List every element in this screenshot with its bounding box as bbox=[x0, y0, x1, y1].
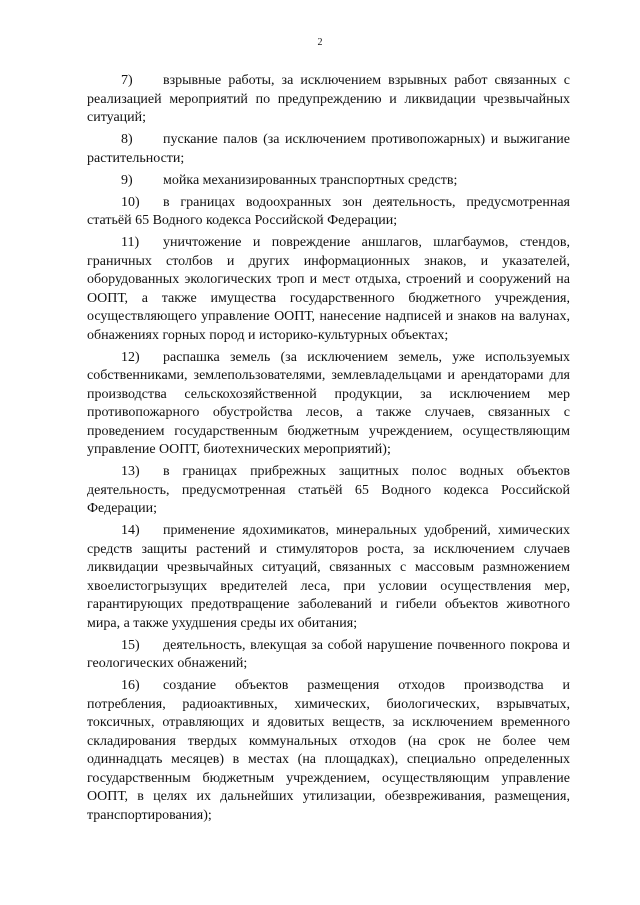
item-text: создание объектов размещения отходов производства и потребления, радиоактивных, химических, биологических, взрывчатых, токсичных, отравляющих и ядовитых веществ, за исключением временного складирования твердых коммунальных отходов (на срок не более чем одиннадцать месяцев) в местах (на площадках), специально определенных государственным бюджетным учреждением, осуществляющим управление ООПТ, в целях их дальнейших утилизации, обезвреживания, размещения, транспортирования); bbox=[87, 678, 570, 823]
list-item-11 bbox=[87, 234, 570, 345]
item-number: 16) bbox=[121, 678, 140, 693]
item-number: 12) bbox=[121, 349, 140, 365]
item-text: распашка земель (за исключением земель, уже используемых собственниками, землепользователями, землевладельцами и арендаторами для производства сельскохозяйственной продукции, за исключением мер противопожарного обустройства лесов, а также случаев, связанных с проведением государственным бюджетным учреждением, осуществляющим управление ООПТ, биотехнических мероприятий); bbox=[87, 349, 570, 457]
item-number: 13) bbox=[121, 464, 140, 479]
list-item-15 bbox=[87, 637, 570, 674]
list-item-12 bbox=[87, 349, 570, 460]
item-number: 10) bbox=[121, 194, 140, 210]
list-item-9 bbox=[87, 172, 570, 191]
item-number: 15) bbox=[121, 637, 140, 653]
item-number: 14) bbox=[121, 523, 140, 538]
item-text: уничтожение и повреждение аншлагов, шлагбаумов, стендов, граничных столбов и других информационных знаков, и указателей, оборудованных экологических троп и мест отдыха, строений и сооружений на ООПТ, а также имущества государственного бюджетного учреждения, осуществляющего управление ООПТ, нанесение надписей и знаков на валунах, обнажениях горных пород и историко-культурных объектах; bbox=[87, 235, 570, 343]
item-number: 9) bbox=[121, 172, 133, 188]
item-text: деятельность, влекущая за собой нарушение почвенного покрова и геологических обнажений; bbox=[87, 637, 570, 671]
item-text: применение ядохимикатов, минеральных удобрений, химических средств защиты растений и стимуляторов роста, за исключением случаев ликвидации чрезвычайных ситуаций, связанных с массовым размножением хвоелистогрызущих вредителей леса, при условии осуществления мер, гарантирующих предотвращение заболеваний и гибели объектов животного мира, а также ухудшения среды их обитания; bbox=[87, 523, 570, 631]
item-number: 8) bbox=[121, 132, 133, 147]
item-number: 11) bbox=[121, 235, 140, 250]
page-number: 2 bbox=[317, 37, 323, 48]
item-text: в границах прибрежных защитных полос водных объектов деятельность, предусмотренная статьёй 65 Водного кодекса Российской Федерации; bbox=[87, 464, 570, 516]
list-item-13 bbox=[87, 463, 570, 519]
item-text: взрывные работы, за исключением взрывных работ связанных с реализацией мероприятий по предупреждению и ликвидации чрезвычайных ситуаций; bbox=[87, 73, 570, 125]
item-number: 7) bbox=[121, 73, 133, 88]
item-text: в границах водоохранных зон деятельность, предусмотренная статьёй 65 Водного кодекса Российской Федерации; bbox=[87, 194, 570, 228]
list-item-7 bbox=[87, 72, 570, 128]
item-text: мойка механизированных транспортных средств; bbox=[163, 172, 458, 188]
list-item-8 bbox=[87, 131, 570, 168]
item-text: пускание палов (за исключением противопожарных) и выжигание растительности; bbox=[87, 132, 570, 166]
list-item-10 bbox=[87, 194, 570, 231]
document-body bbox=[87, 72, 570, 829]
list-item-14 bbox=[87, 522, 570, 633]
list-item-16 bbox=[87, 677, 570, 825]
